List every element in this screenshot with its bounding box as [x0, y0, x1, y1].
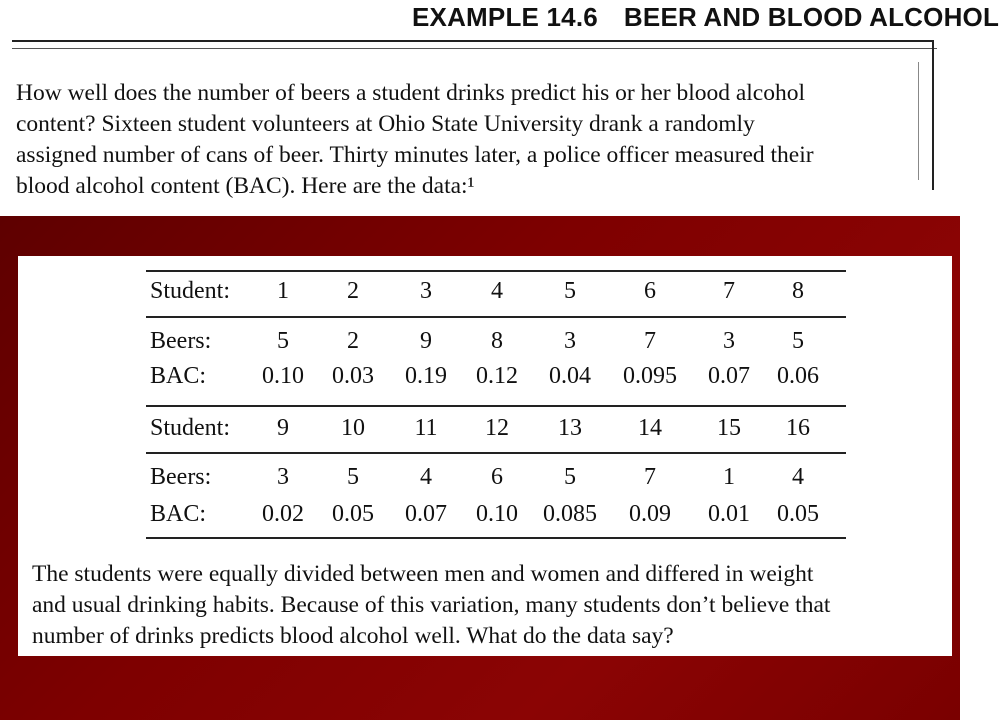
intro-line: assigned number of cans of beer. Thirty minutes later, a police officer measured their	[16, 142, 814, 168]
bac-row	[18, 499, 952, 529]
slide-background	[0, 216, 960, 720]
bac-cell: 0.06	[777, 363, 819, 389]
beers-row	[18, 326, 952, 356]
beers-cell: 7	[644, 328, 656, 354]
bac-cell: 0.09	[629, 501, 671, 527]
beers-cell: 5	[792, 328, 804, 354]
beers-cell: 2	[347, 328, 359, 354]
beers-cell: 7	[644, 464, 656, 490]
student-number-cell: 10	[341, 415, 365, 441]
example-number: EXAMPLE 14.6	[412, 2, 598, 32]
textbook-excerpt	[0, 0, 999, 216]
student-number-cell: 14	[638, 415, 662, 441]
table-rule	[146, 405, 846, 407]
beers-cell: 3	[723, 328, 735, 354]
heading-rule	[12, 40, 934, 42]
beers-label: Beers:	[150, 328, 212, 354]
beers-cell: 5	[347, 464, 359, 490]
student-number-cell: 1	[277, 278, 289, 304]
closing-paragraph	[32, 559, 948, 659]
bac-cell: 0.05	[332, 501, 374, 527]
student-number-cell: 13	[558, 415, 582, 441]
heading-rule-thin	[12, 48, 937, 49]
table-rule	[146, 316, 846, 318]
student-row	[18, 413, 952, 443]
beers-cell: 8	[491, 328, 503, 354]
bac-cell: 0.03	[332, 363, 374, 389]
bac-cell: 0.02	[262, 501, 304, 527]
bac-cell: 0.12	[476, 363, 518, 389]
student-label: Student:	[150, 415, 231, 441]
student-number-cell: 3	[420, 278, 432, 304]
bac-row	[18, 361, 952, 391]
student-number-cell: 11	[414, 415, 438, 441]
beers-cell: 5	[277, 328, 289, 354]
table-rule	[146, 270, 846, 272]
student-number-cell: 16	[786, 415, 810, 441]
bac-cell: 0.05	[777, 501, 819, 527]
bac-cell: 0.095	[623, 363, 677, 389]
student-label: Student:	[150, 278, 231, 304]
intro-line: content? Sixteen student volunteers at Ohio State University drank a randomly	[16, 111, 755, 137]
student-number-cell: 8	[792, 278, 804, 304]
bac-cell: 0.01	[708, 501, 750, 527]
student-number-cell: 7	[723, 278, 735, 304]
closing-line: number of drinks predicts blood alcohol well. What do the data say?	[32, 623, 674, 649]
beers-cell: 6	[491, 464, 503, 490]
side-rule	[932, 40, 934, 190]
data-table-card	[18, 256, 952, 656]
student-number-cell: 5	[564, 278, 576, 304]
beers-cell: 4	[420, 464, 432, 490]
beers-row	[18, 462, 952, 492]
beers-cell: 3	[564, 328, 576, 354]
example-title: BEER AND BLOOD ALCOHOL	[623, 2, 999, 32]
example-heading	[412, 2, 999, 36]
bac-cell: 0.07	[405, 501, 447, 527]
beers-cell: 9	[420, 328, 432, 354]
beers-label: Beers:	[150, 464, 212, 490]
closing-line: The students were equally divided between men and women and differed in weight	[32, 561, 814, 587]
side-rule-inner	[918, 62, 919, 180]
bac-cell: 0.10	[262, 363, 304, 389]
student-number-cell: 4	[491, 278, 503, 304]
intro-line: How well does the number of beers a student drinks predict his or her blood alcohol	[16, 80, 806, 106]
beers-cell: 4	[792, 464, 804, 490]
bac-cell: 0.04	[549, 363, 591, 389]
table-rule	[146, 537, 846, 539]
student-row	[18, 276, 952, 306]
beers-cell: 5	[564, 464, 576, 490]
closing-line: and usual drinking habits. Because of this variation, many students don’t believe that	[32, 592, 831, 618]
student-number-cell: 6	[644, 278, 656, 304]
bac-label: BAC:	[150, 501, 207, 527]
intro-line: blood alcohol content (BAC). Here are the data:¹	[16, 173, 475, 199]
beers-cell: 3	[277, 464, 289, 490]
bac-label: BAC:	[150, 363, 207, 389]
student-number-cell: 15	[717, 415, 741, 441]
student-number-cell: 12	[485, 415, 509, 441]
bac-cell: 0.19	[405, 363, 447, 389]
beers-cell: 1	[723, 464, 735, 490]
intro-paragraph	[16, 78, 904, 210]
student-number-cell: 9	[277, 415, 289, 441]
bac-cell: 0.085	[543, 501, 597, 527]
bac-cell: 0.10	[476, 501, 518, 527]
table-rule	[146, 452, 846, 454]
student-number-cell: 2	[347, 278, 359, 304]
bac-cell: 0.07	[708, 363, 750, 389]
